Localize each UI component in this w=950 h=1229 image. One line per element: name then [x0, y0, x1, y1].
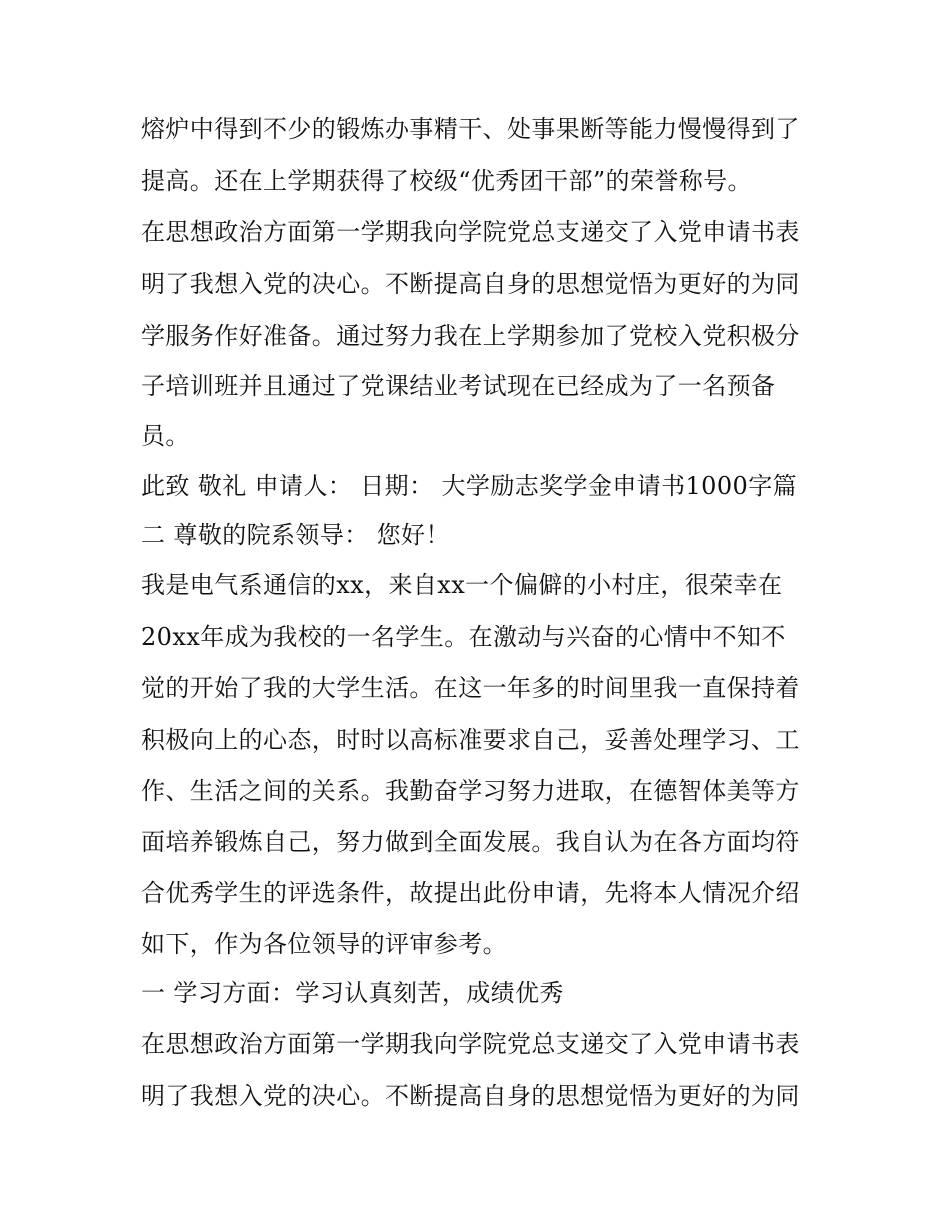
text-line: 在思想政治方面第一学期我向学院党总支递交了入党申请书表 [141, 1030, 800, 1058]
text-line: 在思想政治方面第一学期我向学院党总支递交了入党申请书表 [141, 218, 800, 246]
section-heading: 一 学习方面：学习认真刻苦，成绩优秀 [141, 979, 564, 1007]
text-line: 作、生活之间的关系。我勤奋学习努力进取，在德智体美等方 [141, 777, 800, 805]
text-line: 员。 [141, 422, 190, 450]
text-line: 此致 敬礼 申请人： 日期： 大学励志奖学金申请书1000字篇 [141, 472, 797, 500]
text-line: 明了我想入党的决心。不断提高自身的思想觉悟为更好的为同 [141, 1082, 800, 1110]
text-line: 觉的开始了我的大学生活。在这一年多的时间里我一直保持着 [141, 674, 800, 702]
text-line: 合优秀学生的评选条件，故提出此份申请，先将本人情况介绍 [141, 879, 800, 907]
text-line: 二 尊敬的院系领导： 您好！ [141, 521, 450, 549]
text-line: 积极向上的心态，时时以高标准要求自己，妥善处理学习、工 [141, 726, 800, 754]
text-line: 如下，作为各位领导的评审参考。 [141, 930, 507, 958]
text-line: 熔炉中得到不少的锻炼办事精干、处事果断等能力慢慢得到了 [141, 115, 800, 143]
text-line: 面培养锻炼自己，努力做到全面发展。我自认为在各方面均符 [141, 828, 800, 856]
text-line: 20xx年成为我校的一名学生。在激动与兴奋的心情中不知不 [141, 623, 786, 651]
text-line: 子培训班并且通过了党课结业考试现在已经成为了一名预备 [141, 372, 776, 400]
text-line: 我是电气系通信的xx，来自xx一个偏僻的小村庄，很荣幸在 [141, 571, 783, 599]
text-line: 学服务作好准备。通过努力我在上学期参加了党校入党积极分 [141, 322, 800, 350]
text-line: 明了我想入党的决心。不断提高自身的思想觉悟为更好的为同 [141, 270, 800, 298]
text-line: 提高。还在上学期获得了校级“优秀团干部”的荣誉称号。 [141, 167, 752, 195]
